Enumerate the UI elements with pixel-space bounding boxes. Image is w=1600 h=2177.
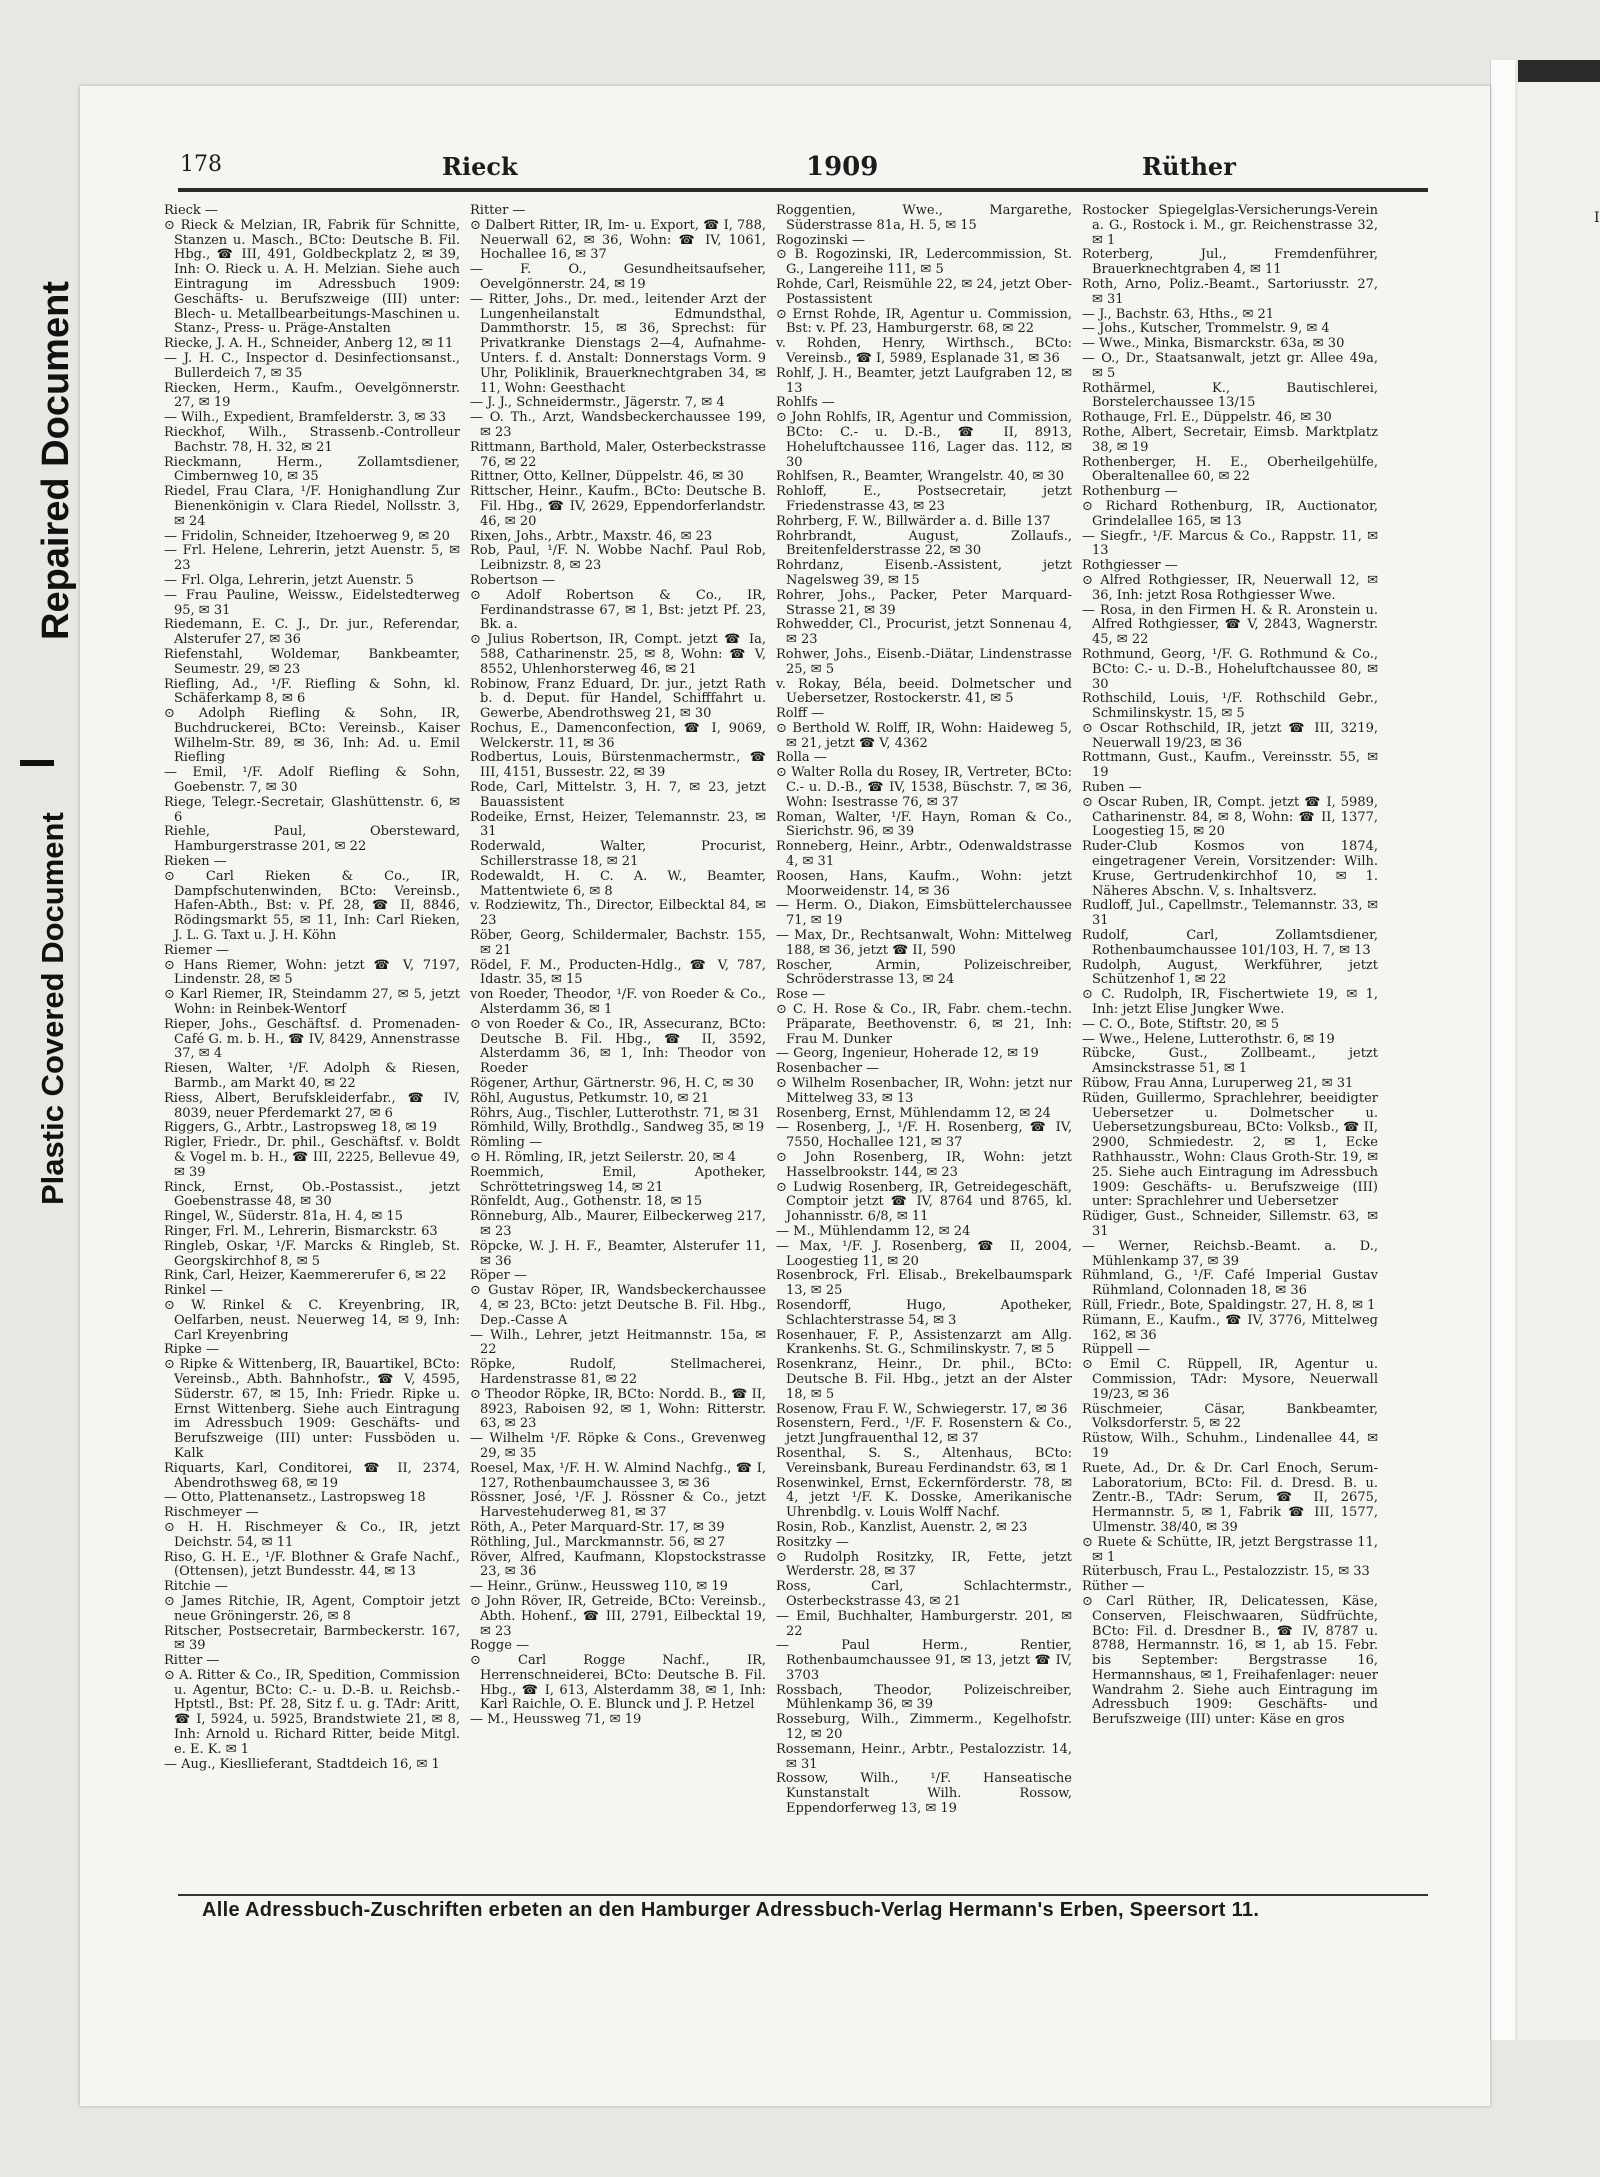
directory-entry: — Otto, Plattenansetz., Lastropsweg 18 <box>164 1490 426 1506</box>
directory-entry: ⊙ Julius Robertson, IR, Compt. jetzt ☎ Ia, 588, Catharinenstr. 25, ✉ 8, Wohn: ☎ V, 8552, Uhlenhorsterweg 46, ✉ 21 <box>470 632 766 677</box>
directory-entry: Ruder-Club Kosmos von 1874, eingetragener Verein, Vorsitzender: Wilh. Kruse, Gertrudenkirchhof 10, ✉ 1. Näheres Abschn. V, s. Inhaltsverz. <box>1082 839 1378 899</box>
directory-entry: v. Rohden, Henry, Wirthsch., BCto: Vereinsb., ☎ I, 5989, Esplanade 31, ✉ 36 <box>776 336 1072 366</box>
directory-entry: Röhrs, Aug., Tischler, Lutterothstr. 71, ✉ 31 <box>470 1105 760 1121</box>
directory-entry: Riehle, Paul, Obersteward, Hamburgerstrasse 201, ✉ 22 <box>164 824 460 855</box>
repaired-label: Repaired Document <box>35 281 77 640</box>
directory-entry: Rüdiger, Gust., Schneider, Sillemstr. 63, ✉ 31 <box>1082 1209 1378 1239</box>
page-number: 178 <box>180 152 222 177</box>
page-edge <box>1490 60 1515 2040</box>
directory-entry: Rochus, E., Damenconfection, ☎ I, 9069, Welckerstr. 11, ✉ 36 <box>470 720 766 751</box>
directory-entry: ⊙ Berthold W. Rolff, IR, Wohn: Haideweg 5, ✉ 21, jetzt ☎ V, 4362 <box>776 720 1072 751</box>
directory-entry: von Roeder, Theodor, ¹/F. von Roeder & Co., Alsterdamm 36, ✉ 1 <box>470 987 766 1018</box>
directory-entry: ⊙ John Rosenberg, IR, Wohn: jetzt Hasselbrookstr. 144, ✉ 23 <box>776 1150 1072 1180</box>
directory-entry: Rosenbrock, Frl. Elisab., Brekelbaumspark 13, ✉ 25 <box>776 1268 1072 1299</box>
directory-entry: Rob, Paul, ¹/F. N. Wobbe Nachf. Paul Rob, Leibnizstr. 8, ✉ 23 <box>470 543 766 574</box>
directory-entry: Riecke, J. A. H., Schneider, Anberg 12, ✉ 11 <box>164 336 454 352</box>
directory-entry: Ruete, Ad., Dr. & Dr. Carl Enoch, Serum-Laboratorium, BCto: Fil. d. Dresd. B. u. Zentr.-B., TAdr: Serum, ☎ II, 2675, Hermannstr. 5, ✉ 1, Fabrik ☎ III, 1577, Ulmenstr. 38/40, ✉ 39 <box>1082 1460 1378 1535</box>
footer-rule <box>178 1894 1428 1896</box>
directory-entry: ⊙ Theodor Röpke, IR, BCto: Nordd. B., ☎ II, 8923, Raboisen 92, ✉ 1, Wohn: Ritterstr. 63, ✉ 23 <box>470 1386 766 1432</box>
directory-entry: Rohrbrandt, August, Zollaufs., Breitenfelderstrasse 22, ✉ 30 <box>776 528 1072 559</box>
directory-entry: ⊙ H. H. Rischmeyer & Co., IR, jetzt Deichstr. 54, ✉ 11 <box>164 1519 460 1550</box>
directory-entry: Rohlfs — <box>776 395 835 411</box>
directory-entry: — M., Heussweg 71, ✉ 19 <box>470 1712 642 1728</box>
directory-entry: — J. J., Schneidermstr., Jägerstr. 7, ✉ 4 <box>470 395 725 411</box>
directory-entry: Rohrberg, F. W., Billwärder a. d. Bille 137 <box>776 513 1051 529</box>
directory-entry: — Wwe., Minka, Bismarckstr. 63a, ✉ 30 <box>1082 336 1345 352</box>
directory-entry: Roesel, Max, ¹/F. H. W. Almind Nachfg., ☎ I, 127, Rothenbaumchaussee 3, ✉ 36 <box>470 1460 766 1491</box>
directory-entry: Rögener, Arthur, Gärtnerstr. 96, H. C, ✉ 30 <box>470 1076 754 1092</box>
directory-entry: Rosenkranz, Heinr., Dr. phil., BCto: Deutsche B. Fil. Hbg., jetzt an der Alster 18, ✉ 5 <box>776 1357 1072 1402</box>
directory-entry: Riefenstahl, Woldemar, Bankbeamter, Seumestr. 29, ✉ 23 <box>164 646 460 677</box>
directory-entry: — Werner, Reichsb.-Beamt. a. D., Mühlenkamp 37, ✉ 39 <box>1082 1238 1378 1269</box>
directory-entry: Rothenburg — <box>1082 484 1178 500</box>
directory-entry: Rositzky — <box>776 1534 849 1550</box>
directory-entry: Roman, Walter, ¹/F. Hayn, Roman & Co., Sierichstr. 96, ✉ 39 <box>776 809 1072 840</box>
directory-entry: Rossow, Wilh., ¹/F. Hanseatische Kunstanstalt Wilh. Rossow, Eppendorferweg 13, ✉ 19 <box>776 1771 1072 1817</box>
directory-entry: ⊙ C. Rudolph, IR, Fischertwiete 19, ✉ 1, Inh: jetzt Elise Jungker Wwe. <box>1082 987 1378 1018</box>
directory-entry: Rohwedder, Cl., Procurist, jetzt Sonnenau 4, ✉ 23 <box>776 617 1072 648</box>
directory-entry: Rittner, Otto, Kellner, Düppelstr. 46, ✉ 30 <box>470 469 744 485</box>
directory-entry: — Frau Pauline, Weissw., Eidelstedterweg 95, ✉ 31 <box>164 587 460 618</box>
directory-entry: — Wwe., Helene, Lutterothstr. 6, ✉ 19 <box>1082 1031 1335 1047</box>
directory-entry: Rosenbacher — <box>776 1061 880 1077</box>
directory-entry: Röth, A., Peter Marquard-Str. 17, ✉ 39 <box>470 1519 725 1535</box>
directory-entry: Rudolf, Carl, Zollamtsdiener, Rothenbaumchaussee 101/103, H. 7, ✉ 13 <box>1082 928 1378 958</box>
directory-entry: Riquarts, Karl, Conditorei, ☎ II, 2374, Abendrothsweg 68, ✉ 19 <box>164 1460 460 1491</box>
directory-entry: Roosen, Hans, Kaufm., Wohn: jetzt Moorweidenstr. 14, ✉ 36 <box>776 868 1072 899</box>
directory-entry: Rostocker Spiegelglas-Versicherungs-Verein a. G., Rostock i. M., gr. Reichenstrasse 32, ✉ 1 <box>1082 204 1378 248</box>
directory-entry: Rothe, Albert, Secretair, Eimsb. Marktplatz 38, ✉ 19 <box>1082 424 1378 455</box>
label-separator <box>20 760 54 766</box>
directory-entry: ⊙ Alfred Rothgiesser, IR, Neuerwall 12, ✉ 36, Inh: jetzt Rosa Rothgiesser Wwe. <box>1082 572 1378 603</box>
directory-entry: Rohlf, J. H., Beamter, jetzt Laufgraben 12, ✉ 13 <box>776 365 1072 396</box>
directory-entry: Rudolph, August, Werkführer, jetzt Schützenhof 1, ✉ 22 <box>1082 957 1378 988</box>
directory-entry: Rüschmeier, Cäsar, Bankbeamter, Volksdorferstr. 5, ✉ 22 <box>1082 1401 1378 1432</box>
header-last-entry: Rüther <box>1142 152 1236 181</box>
header-first-entry: Rieck <box>442 152 518 181</box>
directory-entry: Riege, Telegr.-Secretair, Glashüttenstr. 6, ✉ 6 <box>164 794 460 825</box>
directory-entry: Rose — <box>776 987 826 1003</box>
directory-entry: Riesen, Walter, ¹/F. Adolph & Riesen, Barmb., am Markt 40, ✉ 22 <box>164 1061 460 1092</box>
directory-entry: — O. Th., Arzt, Wandsbeckerchaussee 199, ✉ 23 <box>470 410 766 440</box>
directory-entry: — Johs., Kutscher, Trommelstr. 9, ✉ 4 <box>1082 321 1330 337</box>
directory-entry: ⊙ Adolf Robertson & Co., IR, Ferdinandstrasse 67, ✉ 1, Bst: jetzt Pf. 23, Bk. a. <box>470 587 766 633</box>
directory-entry: Rühmland, G., ¹/F. Café Imperial Gustav Rühmland, Colonnaden 18, ✉ 36 <box>1082 1268 1378 1299</box>
directory-entry: — Aug., Kiesllieferant, Stadtdeich 16, ✉ 1 <box>164 1756 440 1772</box>
directory-entry: ⊙ H. Römling, IR, jetzt Seilerstr. 20, ✉ 4 <box>470 1150 737 1165</box>
directory-entry: — Heinr., Grünw., Heussweg 110, ✉ 19 <box>470 1579 728 1595</box>
directory-entry: Rothmund, Georg, ¹/F. G. Rothmund & Co., BCto: C.- u. D.-B., Hoheluftchaussee 80, ✉ 30 <box>1082 646 1378 692</box>
directory-entry: v. Rokay, Béla, beeid. Dolmetscher und Uebersetzer, Rostockerstr. 41, ✉ 5 <box>776 676 1072 707</box>
directory-entry: Rudloff, Jul., Capellmstr., Telemannstr. 33, ✉ 31 <box>1082 898 1378 929</box>
directory-entry: Rieckhof, Wilh., Strassenb.-Controlleur Bachstr. 78, H. 32, ✉ 21 <box>164 424 460 455</box>
directory-entry: ⊙ Ripke & Wittenberg, IR, Bauartikel, BCto: Vereinsb., Abth. Bahnhofstr., ☎ V, 4595, Süderstr. 67, ✉ 15, Inh: Friedr. Ripke u. Ernst Wittenberg. Siehe auch Eintragung im Adressbuch 1909: Geschäfts- und Berufszweige (III) unter: Fussböden u. Kalk <box>164 1357 460 1461</box>
directory-entry: ⊙ Oscar Ruben, IR, Compt. jetzt ☎ I, 5989, Catharinenstr. 84, ✉ 8, Wohn: ☎ II, 1377, Loogestieg 15, ✉ 20 <box>1082 794 1378 840</box>
directory-entry: Rosenwinkel, Ernst, Eckernförderstr. 78, ✉ 4, jetzt ¹/F. K. Dosske, Amerikanische Uhrenbdlg. v. Louis Wolff Nachf. <box>776 1475 1072 1521</box>
directory-entry: Rüterbusch, Frau L., Pestalozzistr. 15, ✉ 33 <box>1082 1564 1370 1580</box>
directory-entry: — Herm. O., Diakon, Eimsbüttelerchaussee 71, ✉ 19 <box>776 898 1072 929</box>
directory-entry: Römling — <box>470 1135 543 1151</box>
directory-entry: Röver, Alfred, Kaufmann, Klopstockstrasse 23, ✉ 36 <box>470 1549 766 1580</box>
header-year: 1909 <box>806 152 879 182</box>
directory-entry: Rödel, F. M., Producten-Hdlg., ☎ V, 787, Idastr. 35, ✉ 15 <box>470 957 766 988</box>
directory-entry: Rossemann, Heinr., Arbtr., Pestalozzistr. 14, ✉ 31 <box>776 1741 1072 1772</box>
directory-entry: ⊙ Wilhelm Rosenbacher, IR, Wohn: jetzt nur Mittelweg 33, ✉ 13 <box>776 1076 1072 1106</box>
side-label <box>0 120 77 1220</box>
directory-entry: Röber, Georg, Schildermaler, Bachstr. 155, ✉ 21 <box>470 928 766 958</box>
directory-entry: Rüppell — <box>1082 1342 1150 1358</box>
directory-entry: Rischmeyer — <box>164 1505 259 1521</box>
directory-entry: Rieken — <box>164 854 227 870</box>
directory-entry: — Rosenberg, J., ¹/F. H. Rosenberg, ☎ IV, 7550, Hochallee 121, ✉ 37 <box>776 1120 1072 1151</box>
directory-entry: Rüther — <box>1082 1579 1145 1595</box>
directory-entry: Ritchie — <box>164 1579 228 1595</box>
directory-entry: Roderwald, Walter, Procurist, Schillerstrasse 18, ✉ 21 <box>470 839 766 870</box>
directory-entry: ⊙ B. Rogozinski, IR, Ledercommission, St. G., Langereihe 111, ✉ 5 <box>776 247 1072 278</box>
directory-entry: Rohrdanz, Eisenb.-Assistent, jetzt Nagelsweg 39, ✉ 15 <box>776 558 1072 588</box>
directory-entry: Rieckmann, Herm., Zollamtsdiener, Cimbernweg 10, ✉ 35 <box>164 454 460 485</box>
directory-entry: ⊙ Gustav Röper, IR, Wandsbeckerchaussee 4, ✉ 23, BCto: jetzt Deutsche B. Fil. Hbg., Dep.-Casse A <box>470 1283 766 1328</box>
header-rule <box>178 188 1428 192</box>
directory-entry: Rohrer, Johs., Packer, Peter Marquard-Strasse 21, ✉ 39 <box>776 587 1072 618</box>
page-header <box>180 152 1390 192</box>
directory-entry: ⊙ Carl Rieken & Co., IR, Dampfschutenwinden, BCto: Vereinsb., Hafen-Abth., Bst: v. Pf. 28, ☎ II, 8846, Rödingsmarkt 55, ✉ 11, Inh: Carl Rieken, J. L. G. Taxt u. J. H. Köhn <box>164 868 460 944</box>
directory-entry: Roemmich, Emil, Apotheker, Schröttetringsweg 14, ✉ 21 <box>470 1164 766 1195</box>
directory-entry: Rolff — <box>776 706 825 722</box>
strip-text: I <box>1594 210 1600 226</box>
directory-entry: Rohloff, E., Postsecretair, jetzt Friedenstrasse 43, ✉ 23 <box>776 484 1072 514</box>
directory-entry: — Frl. Helene, Lehrerin, jetzt Auenstr. 5, ✉ 23 <box>164 543 460 574</box>
directory-entry: Röthling, Jul., Marckmannstr. 56, ✉ 27 <box>470 1534 726 1550</box>
directory-entry: — Max, ¹/F. J. Rosenberg, ☎ II, 2004, Loogestieg 11, ✉ 20 <box>776 1238 1072 1269</box>
directory-entry: ⊙ Rieck & Melzian, IR, Fabrik für Schnitte, Stanzen u. Masch., BCto: Deutsche B. Fil. Hbg., ☎ III, 491, Goldbeckplatz 2, ✉ 39, Inh: O. Rieck u. A. H. Melzian. Siehe auch Eintragung im Adressbuch 1909: Geschäfts- u. Berufszweige (III) unter: Blech- u. Metallbearbeitungs-Maschinen u. Stanz-, Press- u. Präge-Anstalten <box>164 217 460 337</box>
directory-entry: Rodbertus, Louis, Bürstenmachermstr., ☎ III, 4151, Bussestr. 22, ✉ 39 <box>470 750 766 781</box>
directory-entry: Rosenow, Frau F. W., Schwiegerstr. 17, ✉ 36 <box>776 1401 1068 1417</box>
directory-entry: ⊙ A. Ritter & Co., IR, Spedition, Commission u. Agentur, BCto: C.- u. D.-B. u. Reichsb.-Hptstl., Bst: Pf. 28, Sitz f. u. g. TAdr: Aritt, ☎ I, 5924, u. 5925, Brandstwiete 21, ✉ 8, Inh: Arnold u. Richard Ritter, beide Mitgl. e. E. K. ✉ 1 <box>164 1667 460 1757</box>
directory-entry: ⊙ Walter Rolla du Rosey, IR, Vertreter, BCto: C.- u. D.-B., ☎ IV, 1538, Büschstr. 7, ✉ 36, Wohn: Isestrasse 76, ✉ 37 <box>776 765 1072 810</box>
directory-entry: Rieck — <box>164 204 218 218</box>
directory-entry: Rössner, José, ¹/F. J. Rössner & Co., jetzt Harvestehuderweg 81, ✉ 37 <box>470 1490 766 1521</box>
directory-entry: ⊙ Oscar Rothschild, IR, jetzt ☎ III, 3219, Neuerwall 19/23, ✉ 36 <box>1082 720 1378 751</box>
directory-entry: Rode, Carl, Mittelstr. 3, H. 7, ✉ 23, jetzt Bauassistent <box>470 780 766 810</box>
directory-entry: Roggentien, Wwe., Margarethe, Süderstrasse 81a, H. 5, ✉ 15 <box>776 204 1072 233</box>
directory-entry: — Emil, ¹/F. Adolf Riefling & Sohn, Goebenstr. 7, ✉ 30 <box>164 765 460 796</box>
directory-entry: Rittscher, Heinr., Kaufm., BCto: Deutsche B. Fil. Hbg., ☎ IV, 2629, Eppendorferlandstr. 46, ✉ 20 <box>470 484 766 529</box>
directory-entry: Rossbach, Theodor, Polizeischreiber, Mühlenkamp 36, ✉ 39 <box>776 1682 1072 1713</box>
directory-entry: Rixen, Johs., Arbtr., Maxstr. 46, ✉ 23 <box>470 528 713 544</box>
directory-entry: Rosenhauer, F. P., Assistenzarzt am Allg. Krankenhs. St. G., Schmilinskystr. 7, ✉ 5 <box>776 1327 1072 1358</box>
directory-entry: — Wilhelm ¹/F. Röpke & Cons., Grevenweg 29, ✉ 35 <box>470 1431 766 1461</box>
directory-entry: ⊙ Richard Rothenburg, IR, Auctionator, Grindelallee 165, ✉ 13 <box>1082 498 1378 529</box>
directory-entry: Ringleb, Oskar, ¹/F. Marcks & Ringleb, St. Georgskirchhof 8, ✉ 5 <box>164 1238 460 1269</box>
directory-entry: Rottmann, Gust., Kaufm., Vereinsstr. 55, ✉ 19 <box>1082 750 1378 781</box>
directory-entry: Rodewaldt, H. C. A. W., Beamter, Mattentwiete 6, ✉ 8 <box>470 868 766 899</box>
directory-entry: ⊙ C. H. Rose & Co., IR, Fabr. chem.-techn. Präparate, Beethovenstr. 6, ✉ 21, Inh: Frau M. Dunker <box>776 1002 1072 1047</box>
directory-entry: ⊙ Dalbert Ritter, IR, Im- u. Export, ☎ I, 788, Neuerwall 62, ✉ 36, Wohn: ☎ IV, 1061, Hochallee 16, ✉ 37 <box>470 217 766 263</box>
directory-entry: — Siegfr., ¹/F. Marcus & Co., Rappstr. 11, ✉ 13 <box>1082 528 1378 559</box>
directory-entry: — Paul Herm., Rentier, Rothenbaumchaussee 91, ✉ 13, jetzt ☎ IV, 3703 <box>776 1638 1072 1683</box>
directory-entry: Rosenstern, Ferd., ¹/F. F. Rosenstern & Co., jetzt Jungfrauenthal 12, ✉ 37 <box>776 1416 1072 1447</box>
directory-entry: Rönneburg, Alb., Maurer, Eilbeckerweg 217, ✉ 23 <box>470 1209 766 1239</box>
directory-entry: Rogge — <box>470 1638 530 1654</box>
directory-entry: ⊙ James Ritchie, IR, Agent, Comptoir jetzt neue Gröningerstr. 26, ✉ 8 <box>164 1593 460 1624</box>
directory-entry: — Emil, Buchhalter, Hamburgerstr. 201, ✉ 22 <box>776 1608 1072 1639</box>
strip-bar <box>1518 60 1600 82</box>
directory-entry: Rüden, Guillermo, Sprachlehrer, beeidigter Uebersetzer u. Dolmetscher u. Uebersetzungsbureau, BCto: Volksb., ☎ II, 2900, Schmiedestr. 2, ✉ 1, Ecke Rathhausstr., Wohn: Claus Groth-Str. 19, ✉ 25. Siehe auch Eintragung im Adressbuch 1909: Geschäfts- u. Berufszweige (III) unter: Sprachlehrer und Uebersetzer <box>1082 1090 1378 1210</box>
directory-entry: Rübow, Frau Anna, Luruperweg 21, ✉ 31 <box>1082 1076 1354 1092</box>
directory-entry: ⊙ Ludwig Rosenberg, IR, Getreidegeschäft, Comptoir jetzt ☎ IV, 8764 und 8765, kl. Johannisstr. 6/8, ✉ 11 <box>776 1179 1072 1225</box>
directory-entry: Rosenthal, S. S., Altenhaus, BCto: Vereinsbank, Bureau Ferdinandstr. 63, ✉ 1 <box>776 1445 1072 1476</box>
directory-entry: Rohde, Carl, Reismühle 22, ✉ 24, jetzt Ober-Postassistent <box>776 276 1072 307</box>
adjacent-page-strip <box>1518 60 1600 2040</box>
directory-entry: Roth, Arno, Poliz.-Beamt., Sartoriusstr. 27, ✉ 31 <box>1082 276 1378 307</box>
directory-entry: — M., Mühlendamm 12, ✉ 24 <box>776 1223 971 1239</box>
directory-entry: — Fridolin, Schneider, Itzehoerweg 9, ✉ 20 <box>164 528 450 544</box>
directory-entry: Rolla — <box>776 750 827 766</box>
directory-entry: ⊙ John Rohlfs, IR, Agentur und Commission, BCto: C.- u. D.-B., ☎ II, 8913, Hoheluftchaussee 116, Lager das. 112, ✉ 30 <box>776 410 1072 470</box>
directory-entry: ⊙ Karl Riemer, IR, Steindamm 27, ✉ 5, jetzt Wohn: in Reinbek-Wentorf <box>164 987 460 1018</box>
column-3 <box>776 204 1072 1899</box>
directory-entry: Robertson — <box>470 572 556 588</box>
directory-entry: — C. O., Bote, Stiftstr. 20, ✉ 5 <box>1082 1016 1280 1032</box>
directory-entry: Ripke — <box>164 1342 219 1358</box>
directory-entry: Ritscher, Postsecretair, Barmbeckerstr. 167, ✉ 39 <box>164 1623 460 1654</box>
directory-entry: Ruben — <box>1082 780 1142 796</box>
directory-entry: ⊙ Carl Rüther, IR, Delicatessen, Käse, Conserven, Fleischwaaren, Südfrüchte, BCto: Fil. d. Dresdner B., ☎ IV, 8787 u. 8788, Hermannstr. 16, ✉ 1, ab 15. Febr. bis September: Bergstrasse 16, Hermannshaus, ✉ 1, Freihafenlager: neuer Wandrahm 2. Siehe auch Eintragung im Adressbuch 1909: Geschäfts- und Berufszweige (III) unter: Käse en gros <box>1082 1593 1378 1728</box>
directory-entry: — Frl. Olga, Lehrerin, jetzt Auenstr. 5 <box>164 572 414 588</box>
directory-entry: Rohwer, Johs., Eisenb.-Diätar, Lindenstrasse 25, ✉ 5 <box>776 646 1072 677</box>
directory-entry: Ross, Carl, Schlachtermstr., Osterbeckstrasse 43, ✉ 21 <box>776 1579 1072 1609</box>
directory-entry: Rodeike, Ernst, Heizer, Telemannstr. 23, ✉ 31 <box>470 809 766 840</box>
directory-entry: Riso, G. H. E., ¹/F. Blothner & Grafe Nachf., (Ottensen), jetzt Bundesstr. 44, ✉ 13 <box>164 1549 460 1580</box>
directory-entry: — Georg, Ingenieur, Hoherade 12, ✉ 19 <box>776 1046 1039 1062</box>
directory-entry: Rigler, Friedr., Dr. phil., Geschäftsf. v. Boldt & Vogel m. b. H., ☎ III, 2225, Bellevue 49, ✉ 39 <box>164 1135 460 1180</box>
directory-entry: ⊙ John Röver, IR, Getreide, BCto: Vereinsb., Abth. Hohenf., ☎ III, 2791, Eilbecktal 19, ✉ 23 <box>470 1593 766 1639</box>
directory-entry: — Wilh., Lehrer, jetzt Heitmannstr. 15a, ✉ 22 <box>470 1327 766 1358</box>
directory-entry: Robinow, Franz Eduard, Dr. jur., jetzt Rath b. d. Deput. für Handel, Schifffahrt u. Gewerbe, Abendrothsweg 21, ✉ 30 <box>470 676 766 722</box>
directory-entry: Rothärmel, K., Bautischlerei, Borstelerchaussee 13/15 <box>1082 380 1378 411</box>
column-2 <box>470 204 766 1899</box>
directory-entry: Röhl, Augustus, Petkumstr. 10, ✉ 21 <box>470 1090 710 1106</box>
directory-entry: Riedel, Frau Clara, ¹/F. Honighandlung Zur Bienenkönigin v. Clara Riedel, Nollsstr. 3, ✉ 24 <box>164 484 460 529</box>
directory-entry: ⊙ Ernst Rohde, IR, Agentur u. Commission, Bst: v. Pf. 23, Hamburgerstr. 68, ✉ 22 <box>776 306 1072 337</box>
directory-entry: ⊙ Hans Riemer, Wohn: jetzt ☎ V, 7197, Lindenstr. 28, ✉ 5 <box>164 957 460 988</box>
directory-entry: — Rosa, in den Firmen H. & R. Aronstein u. Alfred Rothgiesser, ☎ V, 2843, Wagnerstr. 45, ✉ 22 <box>1082 602 1378 648</box>
directory-entry: Ringel, W., Süderstr. 81a, H. 4, ✉ 15 <box>164 1209 403 1225</box>
directory-entry: Rübcke, Gust., Zollbeamt., jetzt Amsinckstrasse 51, ✉ 1 <box>1082 1046 1378 1077</box>
directory-entry: — Max, Dr., Rechtsanwalt, Wohn: Mittelweg 188, ✉ 36, jetzt ☎ II, 590 <box>776 928 1072 958</box>
directory-entry: Rothenberger, H. E., Oberheilgehülfe, Oberaltenallee 60, ✉ 22 <box>1082 454 1378 485</box>
directory-entry: v. Rodziewitz, Th., Director, Eilbecktal 84, ✉ 23 <box>470 898 766 929</box>
directory-entry: — J., Bachstr. 63, Hths., ✉ 21 <box>1082 306 1275 322</box>
directory-entry: ⊙ Carl Rogge Nachf., IR, Herrenschneiderei, BCto: Deutsche B. Fil. Hbg., ☎ I, 613, Alsterdamm 38, ✉ 1, Inh: Karl Raichle, O. E. Blunck und J. P. Hetzel <box>470 1653 766 1713</box>
directory-entry: ⊙ Adolph Riefling & Sohn, IR, Buchdruckerei, BCto: Vereinsb., Kaiser Wilhelm-Str. 89, ✉ 36, Inh: Ad. u. Emil Riefling <box>164 706 460 766</box>
directory-entry: Rieper, Johs., Geschäftsf. d. Promenaden-Café G. m. b. H., ☎ IV, 8429, Annenstrasse 37, ✉ 4 <box>164 1016 460 1062</box>
directory-entry: Rohlfsen, R., Beamter, Wrangelstr. 40, ✉ 30 <box>776 469 1065 485</box>
directory-entry: Rothschild, Louis, ¹/F. Rothschild Gebr., Schmilinskystr. 15, ✉ 5 <box>1082 691 1378 722</box>
directory-entry: Röpke, Rudolf, Stellmacherei, Hardenstrasse 81, ✉ 22 <box>470 1357 766 1387</box>
document-page <box>80 86 1490 2106</box>
directory-entry: Rosendorff, Hugo, Apotheker, Schlachterstrasse 54, ✉ 3 <box>776 1297 1072 1328</box>
directory-entry: Rittmann, Barthold, Maler, Osterbeckstrasse 76, ✉ 22 <box>470 439 766 470</box>
directory-entry: ⊙ W. Rinkel & C. Kreyenbring, IR, Oelfarben, neust. Neuerweg 14, ✉ 9, Inh: Carl Kreyenbring <box>164 1297 460 1343</box>
directory-entry: — Wilh., Expedient, Bramfelderstr. 3, ✉ 33 <box>164 410 447 426</box>
directory-entry: Rüll, Friedr., Bote, Spaldingstr. 27, H. 8, ✉ 1 <box>1082 1297 1376 1313</box>
directory-entry: Riedemann, E. C. J., Dr. jur., Referendar, Alsterufer 27, ✉ 36 <box>164 617 460 648</box>
directory-entry: Riess, Albert, Berufskleiderfabr., ☎ IV, 8039, neuer Pferdemarkt 27, ✉ 6 <box>164 1090 460 1121</box>
directory-entry: Riggers, G., Arbtr., Lastropsweg 18, ✉ 19 <box>164 1120 438 1136</box>
directory-entry: Rinkel — <box>164 1283 224 1299</box>
column-4 <box>1082 204 1378 1899</box>
directory-entry: ⊙ Rudolph Rositzky, IR, Fette, jetzt Werderstr. 28, ✉ 37 <box>776 1549 1072 1580</box>
directory-entry: Rüstow, Wilh., Schuhm., Lindenallee 44, ✉ 19 <box>1082 1431 1378 1461</box>
directory-entry: ⊙ Ruete & Schütte, IR, jetzt Bergstrasse 11, ✉ 1 <box>1082 1534 1378 1565</box>
column-1 <box>164 204 460 1899</box>
directory-entry: Riecken, Herm., Kaufm., Oevelgönnerstr. 27, ✉ 19 <box>164 380 460 411</box>
directory-entry: Rinck, Ernst, Ob.-Postassist., jetzt Goebenstrasse 48, ✉ 30 <box>164 1179 460 1210</box>
directory-entry: Rosseburg, Wilh., Zimmerm., Kegelhofstr. 12, ✉ 20 <box>776 1712 1072 1743</box>
directory-entry: Roscher, Armin, Polizeischreiber, Schröderstrasse 13, ✉ 24 <box>776 957 1072 988</box>
directory-entry: Römhild, Willy, Brothdlg., Sandweg 35, ✉ 19 <box>470 1120 765 1136</box>
directory-entry: — F. O., Gesundheitsaufseher, Oevelgönnerstr. 24, ✉ 19 <box>470 262 766 292</box>
directory-entry: Ritter — <box>164 1653 220 1669</box>
directory-entry: Roterberg, Jul., Fremdenführer, Brauerknechtgraben 4, ✉ 11 <box>1082 247 1378 278</box>
directory-entry: Rothgiesser — <box>1082 558 1178 574</box>
directory-entry: Röper — <box>470 1268 527 1284</box>
directory-entry: — O., Dr., Staatsanwalt, jetzt gr. Allee 49a, ✉ 5 <box>1082 350 1378 381</box>
directory-entry: Ronneberg, Heinr., Arbtr., Odenwaldstrasse 4, ✉ 31 <box>776 839 1072 870</box>
directory-entry: ⊙ Emil C. Rüppell, IR, Agentur u. Commission, TAdr: Mysore, Neuerwall 19/23, ✉ 36 <box>1082 1357 1378 1402</box>
directory-entry: Rink, Carl, Heizer, Kaemmererufer 6, ✉ 22 <box>164 1268 447 1284</box>
directory-entry: Röpcke, W. J. H. F., Beamter, Alsterufer 11, ✉ 36 <box>470 1238 766 1269</box>
directory-entry: Rönfeldt, Aug., Gothenstr. 18, ✉ 15 <box>470 1194 703 1210</box>
directory-entry: — J. H. C., Inspector d. Desinfectionsanst., Bullerdeich 7, ✉ 35 <box>164 350 460 381</box>
directory-entry: Riefling, Ad., ¹/F. Riefling & Sohn, kl. Schäferkamp 8, ✉ 6 <box>164 676 460 707</box>
directory-entry: Riemer — <box>164 942 230 958</box>
directory-entry: ⊙ von Roeder & Co., IR, Assecuranz, BCto: Deutsche B. Fil. Hbg., ☎ II, 3592, Alsterdamm 36, ✉ 1, Inh: Theodor von Roeder <box>470 1016 766 1077</box>
directory-entry: Rosenberg, Ernst, Mühlendamm 12, ✉ 24 <box>776 1105 1051 1121</box>
directory-entry: Rothauge, Frl. E., Düppelstr. 46, ✉ 30 <box>1082 410 1332 426</box>
directory-entry: Rogozinski — <box>776 232 865 248</box>
page-footer: Alle Adressbuch-Zuschriften erbeten an den Hamburger Adressbuch-Verlag Hermann's Erben, Speersort 11. <box>202 1899 1260 1921</box>
directory-entry: Ritter — <box>470 204 526 218</box>
plastic-covered-label: Plastic Covered Document <box>35 812 70 1205</box>
directory-entry: Rosin, Rob., Kanzlist, Auenstr. 2, ✉ 23 <box>776 1519 1028 1535</box>
directory-entry: Ringer, Frl. M., Lehrerin, Bismarckstr. 63 <box>164 1223 438 1239</box>
directory-entry: Rümann, E., Kaufm., ☎ IV, 3776, Mittelweg 162, ✉ 36 <box>1082 1312 1378 1343</box>
directory-entry: — Ritter, Johs., Dr. med., leitender Arzt der Lungenheilanstalt Edmundsthal, Dammthorstr. 15, ✉ 36, Sprechst: für Privatkranke Dienstags 2—4, Aufnahme-Unters. f. d. Anstalt: Donnerstags Vorm. 9 Uhr, Poliklinik, Brauerknechtgraben 34, ✉ 11, Wohn: Geesthacht <box>470 291 766 396</box>
